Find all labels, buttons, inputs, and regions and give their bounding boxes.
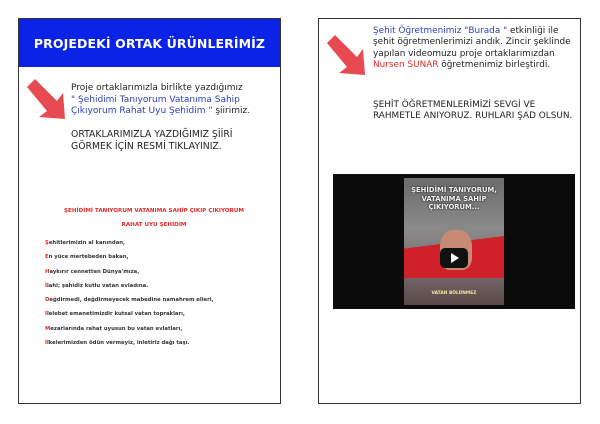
cta-text: ORTAKLARIMIZLA YAZDIĞIMIZ ŞİİRİ GÖRMEK İÇİN RESMİ TIKLAYINIZ.	[71, 129, 233, 152]
left-document-page	[18, 18, 281, 404]
banner-title: PROJEDEKİ ORTAK ÜRÜNLERİMİZ	[33, 35, 266, 51]
poem-line: İlahi; şahidiz kutlu vatan evladına.	[45, 282, 149, 289]
poem-line: Değdirmedi, değdirmeyecek mabedine namahrem elleri,	[45, 297, 214, 304]
poem-line: Şehitlerimizin al kanından,	[45, 240, 126, 246]
poem-line: Mezarlarında rahat uyusun bu vatan evlatları,	[45, 325, 183, 332]
poem-subtitle: RAHAT UYU ŞEHİDİM	[121, 222, 187, 228]
page-banner	[19, 19, 280, 67]
activity-text: Şehit Öğretmenimiz "Burada " etkinliği ile şehit öğretmenlerimizi andık. Zincir şeklinde yapılan videomuzu proje ortaklarımızdan Nursen SUNAR öğretmenimiz birleştirdi.	[373, 26, 571, 71]
intro-text: Proje ortaklarımızla birlikte yazdığımız " Şehidimi Tanıyorum Vatanıma Sahip Çıkıyorum Rahat Uyu Şehidim " şiirimiz.	[71, 83, 251, 116]
teacher-name: Nursen SUNAR	[373, 60, 439, 71]
remembrance-text: ŞEHİT ÖĞRETMENLERİMİZİ SEVGİ VE RAHMETLE ANIYORUZ. RUHLARI ŞAD OLSUN.	[373, 100, 573, 122]
poem-title: ŞEHİDİMİ TANIYORUM VATANIMA SAHİP ÇIKIP ÇIKIYORUM	[64, 208, 244, 214]
right-document-page	[318, 18, 581, 404]
poem-line: Haykırır cennetten Dünya'mıza,	[45, 268, 140, 275]
poem-line: İlkelerimizden ödün vermeyiz, inletiriz dağı taşı.	[45, 340, 190, 347]
burada-link[interactable]: "Burada "	[464, 26, 508, 36]
video-title: ŞEHİDİMİ TANIYORUM, VATANIMA SAHİP ÇIKIYORUM...	[411, 186, 497, 212]
poem-line: En yüce mertebeden bakan,	[45, 254, 129, 261]
video-player[interactable]	[333, 174, 575, 309]
poem-line: İlelebet emanetimizdir kutsal vatan toprakları,	[45, 311, 185, 318]
arrow-pointer-icon	[323, 33, 369, 79]
arrow-pointer-icon	[23, 77, 69, 123]
play-icon[interactable]	[440, 248, 468, 268]
poem-link[interactable]: " Şehidimi Tanıyorum Vatanıma Sahip Çıkıyorum Rahat Uyu Şehidim "	[71, 94, 240, 116]
poem-image[interactable]	[45, 207, 263, 350]
video-caption: VATAN BÖLÜNMEZ	[431, 291, 477, 296]
